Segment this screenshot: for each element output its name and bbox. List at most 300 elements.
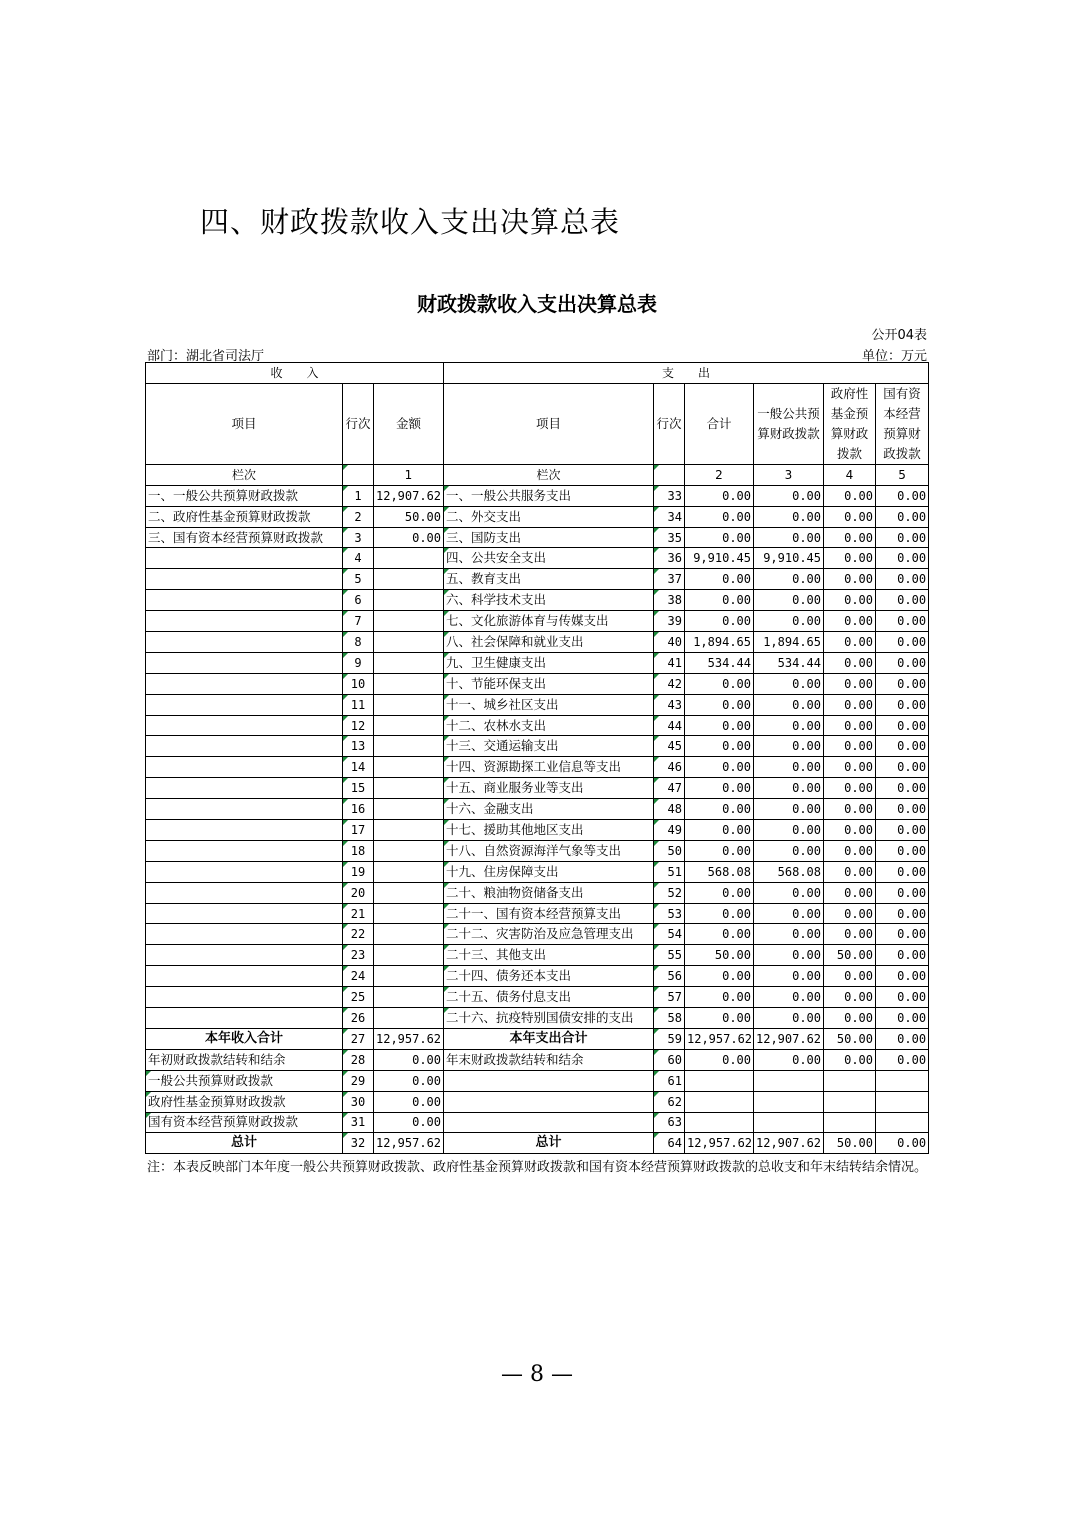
expense-total-label: 本年支出合计 bbox=[444, 1028, 654, 1049]
expense-item: 六、科学技术支出 bbox=[444, 590, 654, 611]
amount: 0.00 bbox=[685, 987, 754, 1008]
row-no: 52 bbox=[654, 882, 685, 903]
amount: 0.00 bbox=[754, 757, 824, 778]
income-item bbox=[146, 611, 343, 632]
amount: 0.00 bbox=[876, 694, 929, 715]
table-row bbox=[146, 632, 929, 653]
row-no: 35 bbox=[654, 527, 685, 548]
expense-item: 十、节能环保支出 bbox=[444, 673, 654, 694]
expense-item: 七、文化旅游体育与传媒支出 bbox=[444, 611, 654, 632]
blank-cell bbox=[444, 1091, 654, 1112]
form-code: 公开04表 bbox=[871, 328, 927, 343]
blank-cell bbox=[754, 1070, 824, 1091]
amount bbox=[374, 694, 444, 715]
row-no: 50 bbox=[654, 840, 685, 861]
amount: 0.00 bbox=[754, 966, 824, 987]
amount: 0.00 bbox=[824, 966, 876, 987]
amount: 12,907.62 bbox=[374, 485, 444, 506]
amount bbox=[374, 778, 444, 799]
amount: 50.00 bbox=[824, 1028, 876, 1049]
amount: 0.00 bbox=[685, 840, 754, 861]
carry-over-row bbox=[146, 1049, 929, 1070]
amount bbox=[374, 903, 444, 924]
amount: 0.00 bbox=[824, 652, 876, 673]
amount: 0.00 bbox=[824, 861, 876, 882]
table-row bbox=[146, 840, 929, 861]
amount: 0.00 bbox=[876, 757, 929, 778]
amount: 0.00 bbox=[685, 590, 754, 611]
income-header: 收 入 bbox=[146, 363, 444, 384]
expense-item: 九、卫生健康支出 bbox=[444, 652, 654, 673]
expense-item: 二十三、其他支出 bbox=[444, 945, 654, 966]
income-item bbox=[146, 632, 343, 653]
expense-item: 十九、住房保障支出 bbox=[444, 861, 654, 882]
income-item bbox=[146, 715, 343, 736]
row-no: 12 bbox=[343, 715, 374, 736]
row-no: 8 bbox=[343, 632, 374, 653]
amount: 0.00 bbox=[754, 778, 824, 799]
expense-item: 三、国防支出 bbox=[444, 527, 654, 548]
income-item: 二、政府性基金预算财政拨款 bbox=[146, 506, 343, 527]
table-row bbox=[146, 861, 929, 882]
table-row bbox=[146, 715, 929, 736]
amount: 0.00 bbox=[754, 820, 824, 841]
amount bbox=[374, 799, 444, 820]
state-capital-header: 国有资本经营预算财政拨款 bbox=[876, 383, 929, 464]
blank-cell bbox=[444, 1070, 654, 1091]
amount bbox=[374, 757, 444, 778]
amount: 0.00 bbox=[685, 569, 754, 590]
footnote: 注：本表反映部门本年度一般公共预算财政拨款、政府性基金预算财政拨款和国有资本经营预算财政拨款的总收支和年末结转结余情况。 bbox=[147, 1160, 928, 1175]
amount: 0.00 bbox=[754, 485, 824, 506]
expense-item: 十七、援助其他地区支出 bbox=[444, 820, 654, 841]
sub-row-general bbox=[146, 1070, 929, 1091]
amount: 0.00 bbox=[876, 1008, 929, 1029]
row-no: 30 bbox=[343, 1091, 374, 1112]
amount: 12,957.62 bbox=[685, 1028, 754, 1049]
amount: 0.00 bbox=[754, 840, 824, 861]
row-no: 16 bbox=[343, 799, 374, 820]
amount: 9,910.45 bbox=[754, 548, 824, 569]
income-item: 三、国有资本经营预算财政拨款 bbox=[146, 527, 343, 548]
amount: 0.00 bbox=[876, 987, 929, 1008]
amount: 0.00 bbox=[876, 632, 929, 653]
row-no: 60 bbox=[654, 1049, 685, 1070]
amount: 0.00 bbox=[685, 778, 754, 799]
amount: 0.00 bbox=[754, 799, 824, 820]
table-title: 财政拨款收入支出决算总表 bbox=[417, 292, 657, 316]
amount: 0.00 bbox=[685, 694, 754, 715]
income-item bbox=[146, 945, 343, 966]
amount: 0.00 bbox=[754, 736, 824, 757]
row-no: 49 bbox=[654, 820, 685, 841]
row-no: 62 bbox=[654, 1091, 685, 1112]
col-2: 2 bbox=[685, 464, 754, 485]
income-item bbox=[146, 799, 343, 820]
amount: 0.00 bbox=[754, 569, 824, 590]
col-label: 栏次 bbox=[444, 464, 654, 485]
amount: 0.00 bbox=[685, 527, 754, 548]
amount bbox=[374, 611, 444, 632]
row-no: 27 bbox=[343, 1028, 374, 1049]
blank-cell bbox=[876, 1091, 929, 1112]
amount: 0.00 bbox=[824, 778, 876, 799]
amount: 0.00 bbox=[685, 1049, 754, 1070]
grand-total-label: 总计 bbox=[146, 1133, 343, 1154]
amount: 0.00 bbox=[824, 882, 876, 903]
section-heading: 四、财政拨款收入支出决算总表 bbox=[200, 205, 621, 239]
row-no: 4 bbox=[343, 548, 374, 569]
amount bbox=[374, 1008, 444, 1029]
amount: 0.00 bbox=[824, 924, 876, 945]
blank-cell bbox=[824, 1091, 876, 1112]
amount: 0.00 bbox=[824, 840, 876, 861]
blank-cell bbox=[824, 1070, 876, 1091]
amount: 12,907.62 bbox=[754, 1028, 824, 1049]
table-row bbox=[146, 569, 929, 590]
amount: 0.00 bbox=[876, 548, 929, 569]
amount bbox=[374, 632, 444, 653]
amount: 0.00 bbox=[824, 987, 876, 1008]
row-no: 58 bbox=[654, 1008, 685, 1029]
row-no: 6 bbox=[343, 590, 374, 611]
row-no: 25 bbox=[343, 987, 374, 1008]
amount bbox=[374, 882, 444, 903]
row-no: 39 bbox=[654, 611, 685, 632]
amount: 0.00 bbox=[876, 652, 929, 673]
amount: 0.00 bbox=[876, 840, 929, 861]
income-item bbox=[146, 548, 343, 569]
expense-row-no-header: 行次 bbox=[654, 383, 685, 464]
income-amount-header: 金额 bbox=[374, 383, 444, 464]
expense-item: 二十一、国有资本经营预算支出 bbox=[444, 903, 654, 924]
carry-label: 年初财政拨款结转和结余 bbox=[146, 1049, 343, 1070]
amount: 0.00 bbox=[876, 611, 929, 632]
table-row bbox=[146, 736, 929, 757]
amount: 0.00 bbox=[685, 506, 754, 527]
amount: 0.00 bbox=[374, 527, 444, 548]
amount: 0.00 bbox=[824, 527, 876, 548]
amount: 0.00 bbox=[685, 820, 754, 841]
amount: 0.00 bbox=[754, 611, 824, 632]
amount: 0.00 bbox=[685, 757, 754, 778]
row-no: 23 bbox=[343, 945, 374, 966]
amount: 0.00 bbox=[876, 1028, 929, 1049]
row-no: 19 bbox=[343, 861, 374, 882]
table-row bbox=[146, 820, 929, 841]
sub-label: 国有资本经营预算财政拨款 bbox=[146, 1112, 343, 1133]
row-no: 22 bbox=[343, 924, 374, 945]
amount: 0.00 bbox=[824, 611, 876, 632]
department-label: 部门：湖北省司法厅 bbox=[147, 349, 265, 364]
expense-header: 支 出 bbox=[444, 363, 929, 384]
amount bbox=[374, 840, 444, 861]
row-no: 44 bbox=[654, 715, 685, 736]
header-row-2 bbox=[146, 383, 929, 464]
amount: 0.00 bbox=[824, 673, 876, 694]
amount bbox=[374, 987, 444, 1008]
amount: 0.00 bbox=[876, 799, 929, 820]
row-no: 18 bbox=[343, 840, 374, 861]
row-no: 48 bbox=[654, 799, 685, 820]
row-no: 3 bbox=[343, 527, 374, 548]
table-row bbox=[146, 652, 929, 673]
amount: 0.00 bbox=[754, 715, 824, 736]
amount: 0.00 bbox=[824, 632, 876, 653]
column-index-row bbox=[146, 464, 929, 485]
amount: 0.00 bbox=[876, 736, 929, 757]
income-item bbox=[146, 736, 343, 757]
amount: 50.00 bbox=[824, 945, 876, 966]
amount bbox=[374, 715, 444, 736]
sub-row-gov-fund bbox=[146, 1091, 929, 1112]
gov-fund-header: 政府性基金预算财政拨款 bbox=[824, 383, 876, 464]
amount: 0.00 bbox=[374, 1070, 444, 1091]
row-no: 41 bbox=[654, 652, 685, 673]
row-no: 47 bbox=[654, 778, 685, 799]
row-no: 14 bbox=[343, 757, 374, 778]
amount: 50.00 bbox=[685, 945, 754, 966]
amount: 0.00 bbox=[876, 506, 929, 527]
row-no: 45 bbox=[654, 736, 685, 757]
expense-item: 二十四、债务还本支出 bbox=[444, 966, 654, 987]
amount: 0.00 bbox=[876, 882, 929, 903]
sub-row-state-capital bbox=[146, 1112, 929, 1133]
expense-item: 十二、农林水支出 bbox=[444, 715, 654, 736]
amount: 0.00 bbox=[824, 799, 876, 820]
income-item bbox=[146, 882, 343, 903]
income-item bbox=[146, 778, 343, 799]
amount: 0.00 bbox=[876, 1049, 929, 1070]
income-item bbox=[146, 820, 343, 841]
amount: 0.00 bbox=[754, 987, 824, 1008]
amount: 534.44 bbox=[754, 652, 824, 673]
amount: 534.44 bbox=[685, 652, 754, 673]
table-row bbox=[146, 506, 929, 527]
amount: 0.00 bbox=[754, 673, 824, 694]
expense-item: 八、社会保障和就业支出 bbox=[444, 632, 654, 653]
amount: 0.00 bbox=[876, 945, 929, 966]
income-item-header: 项目 bbox=[146, 383, 343, 464]
row-no: 26 bbox=[343, 1008, 374, 1029]
row-no: 10 bbox=[343, 673, 374, 694]
amount: 0.00 bbox=[824, 506, 876, 527]
table-row bbox=[146, 527, 929, 548]
row-no: 54 bbox=[654, 924, 685, 945]
row-no: 9 bbox=[343, 652, 374, 673]
amount bbox=[374, 945, 444, 966]
amount: 0.00 bbox=[824, 590, 876, 611]
col-5: 5 bbox=[876, 464, 929, 485]
amount: 0.00 bbox=[685, 485, 754, 506]
amount: 0.00 bbox=[685, 799, 754, 820]
amount: 0.00 bbox=[876, 1133, 929, 1154]
income-item bbox=[146, 569, 343, 590]
table-row bbox=[146, 924, 929, 945]
row-no: 29 bbox=[343, 1070, 374, 1091]
expense-item: 十三、交通运输支出 bbox=[444, 736, 654, 757]
amount: 0.00 bbox=[685, 903, 754, 924]
row-no: 57 bbox=[654, 987, 685, 1008]
amount: 0.00 bbox=[754, 590, 824, 611]
amount bbox=[374, 966, 444, 987]
amount: 0.00 bbox=[754, 694, 824, 715]
income-item bbox=[146, 694, 343, 715]
table-row bbox=[146, 778, 929, 799]
row-no: 32 bbox=[343, 1133, 374, 1154]
table-row bbox=[146, 590, 929, 611]
sub-label: 政府性基金预算财政拨款 bbox=[146, 1091, 343, 1112]
amount bbox=[374, 673, 444, 694]
row-no: 15 bbox=[343, 778, 374, 799]
expense-item: 十八、自然资源海洋气象等支出 bbox=[444, 840, 654, 861]
amount: 0.00 bbox=[374, 1049, 444, 1070]
blank-cell bbox=[444, 1112, 654, 1133]
row-no: 38 bbox=[654, 590, 685, 611]
amount: 9,910.45 bbox=[685, 548, 754, 569]
amount bbox=[374, 924, 444, 945]
table-row bbox=[146, 882, 929, 903]
amount: 0.00 bbox=[876, 485, 929, 506]
amount: 0.00 bbox=[754, 924, 824, 945]
amount bbox=[374, 652, 444, 673]
table-row bbox=[146, 694, 929, 715]
amount: 50.00 bbox=[374, 506, 444, 527]
income-item bbox=[146, 840, 343, 861]
row-no: 43 bbox=[654, 694, 685, 715]
table-row bbox=[146, 903, 929, 924]
table-row bbox=[146, 945, 929, 966]
amount: 1,894.65 bbox=[685, 632, 754, 653]
expense-item: 十一、城乡社区支出 bbox=[444, 694, 654, 715]
page-number: — 8 — bbox=[501, 1362, 573, 1387]
amount: 0.00 bbox=[824, 485, 876, 506]
row-no: 2 bbox=[343, 506, 374, 527]
row-no: 5 bbox=[343, 569, 374, 590]
col-label: 栏次 bbox=[146, 464, 343, 485]
income-row-no-header: 行次 bbox=[343, 383, 374, 464]
table-row bbox=[146, 485, 929, 506]
table-row bbox=[146, 673, 929, 694]
row-no: 36 bbox=[654, 548, 685, 569]
amount: 0.00 bbox=[824, 569, 876, 590]
expense-item: 五、教育支出 bbox=[444, 569, 654, 590]
sub-label: 一般公共预算财政拨款 bbox=[146, 1070, 343, 1091]
row-no: 37 bbox=[654, 569, 685, 590]
income-total-label: 本年收入合计 bbox=[146, 1028, 343, 1049]
row-no: 40 bbox=[654, 632, 685, 653]
row-no: 11 bbox=[343, 694, 374, 715]
row-no: 64 bbox=[654, 1133, 685, 1154]
row-no: 56 bbox=[654, 966, 685, 987]
income-item bbox=[146, 590, 343, 611]
blank-cell bbox=[685, 1112, 754, 1133]
amount: 0.00 bbox=[876, 673, 929, 694]
amount: 0.00 bbox=[876, 903, 929, 924]
expense-item: 二十、粮油物资储备支出 bbox=[444, 882, 654, 903]
amount: 0.00 bbox=[754, 506, 824, 527]
amount: 0.00 bbox=[685, 1008, 754, 1029]
amount: 0.00 bbox=[876, 861, 929, 882]
amount: 0.00 bbox=[876, 924, 929, 945]
unit-label: 单位：万元 bbox=[861, 349, 927, 364]
general-budget-header: 一般公共预算财政拨款 bbox=[754, 383, 824, 464]
expense-item: 二、外交支出 bbox=[444, 506, 654, 527]
amount: 12,957.62 bbox=[374, 1133, 444, 1154]
amount: 0.00 bbox=[685, 882, 754, 903]
amount: 0.00 bbox=[754, 1049, 824, 1070]
row-no: 51 bbox=[654, 861, 685, 882]
amount: 50.00 bbox=[824, 1133, 876, 1154]
blank-cell bbox=[876, 1070, 929, 1091]
amount: 0.00 bbox=[754, 882, 824, 903]
table-row bbox=[146, 1008, 929, 1029]
income-item bbox=[146, 924, 343, 945]
col-3: 3 bbox=[754, 464, 824, 485]
blank-cell bbox=[754, 1091, 824, 1112]
amount bbox=[374, 736, 444, 757]
amount: 0.00 bbox=[754, 527, 824, 548]
expense-item: 一、一般公共服务支出 bbox=[444, 485, 654, 506]
expense-item: 十四、资源勘探工业信息等支出 bbox=[444, 757, 654, 778]
blank-cell bbox=[824, 1112, 876, 1133]
expense-item: 二十六、抗疫特别国债安排的支出 bbox=[444, 1008, 654, 1029]
row-no: 1 bbox=[343, 485, 374, 506]
table-row bbox=[146, 987, 929, 1008]
table-row bbox=[146, 799, 929, 820]
row-no: 17 bbox=[343, 820, 374, 841]
amount: 0.00 bbox=[876, 778, 929, 799]
amount: 0.00 bbox=[374, 1112, 444, 1133]
col-4: 4 bbox=[824, 464, 876, 485]
income-item bbox=[146, 966, 343, 987]
amount: 0.00 bbox=[685, 924, 754, 945]
amount: 12,957.62 bbox=[374, 1028, 444, 1049]
row-no: 42 bbox=[654, 673, 685, 694]
amount: 0.00 bbox=[685, 673, 754, 694]
amount: 0.00 bbox=[685, 611, 754, 632]
income-item: 一、一般公共预算财政拨款 bbox=[146, 485, 343, 506]
amount: 0.00 bbox=[824, 757, 876, 778]
amount: 0.00 bbox=[876, 569, 929, 590]
amount: 0.00 bbox=[876, 715, 929, 736]
table-row bbox=[146, 548, 929, 569]
row-no: 63 bbox=[654, 1112, 685, 1133]
amount bbox=[374, 590, 444, 611]
row-no: 55 bbox=[654, 945, 685, 966]
amount: 0.00 bbox=[754, 945, 824, 966]
blank-cell bbox=[876, 1112, 929, 1133]
income-item bbox=[146, 673, 343, 694]
row-no: 53 bbox=[654, 903, 685, 924]
amount bbox=[374, 569, 444, 590]
row-no: 13 bbox=[343, 736, 374, 757]
amount: 0.00 bbox=[824, 715, 876, 736]
amount: 0.00 bbox=[824, 820, 876, 841]
amount: 1,894.65 bbox=[754, 632, 824, 653]
amount: 0.00 bbox=[876, 820, 929, 841]
income-total-row bbox=[146, 1028, 929, 1049]
amount: 0.00 bbox=[876, 527, 929, 548]
amount: 12,957.62 bbox=[685, 1133, 754, 1154]
expense-item: 二十五、债务付息支出 bbox=[444, 987, 654, 1008]
row-no: 33 bbox=[654, 485, 685, 506]
table-row bbox=[146, 611, 929, 632]
header-row-1 bbox=[146, 363, 929, 384]
row-no: 59 bbox=[654, 1028, 685, 1049]
row-no: 31 bbox=[343, 1112, 374, 1133]
amount: 0.00 bbox=[824, 736, 876, 757]
